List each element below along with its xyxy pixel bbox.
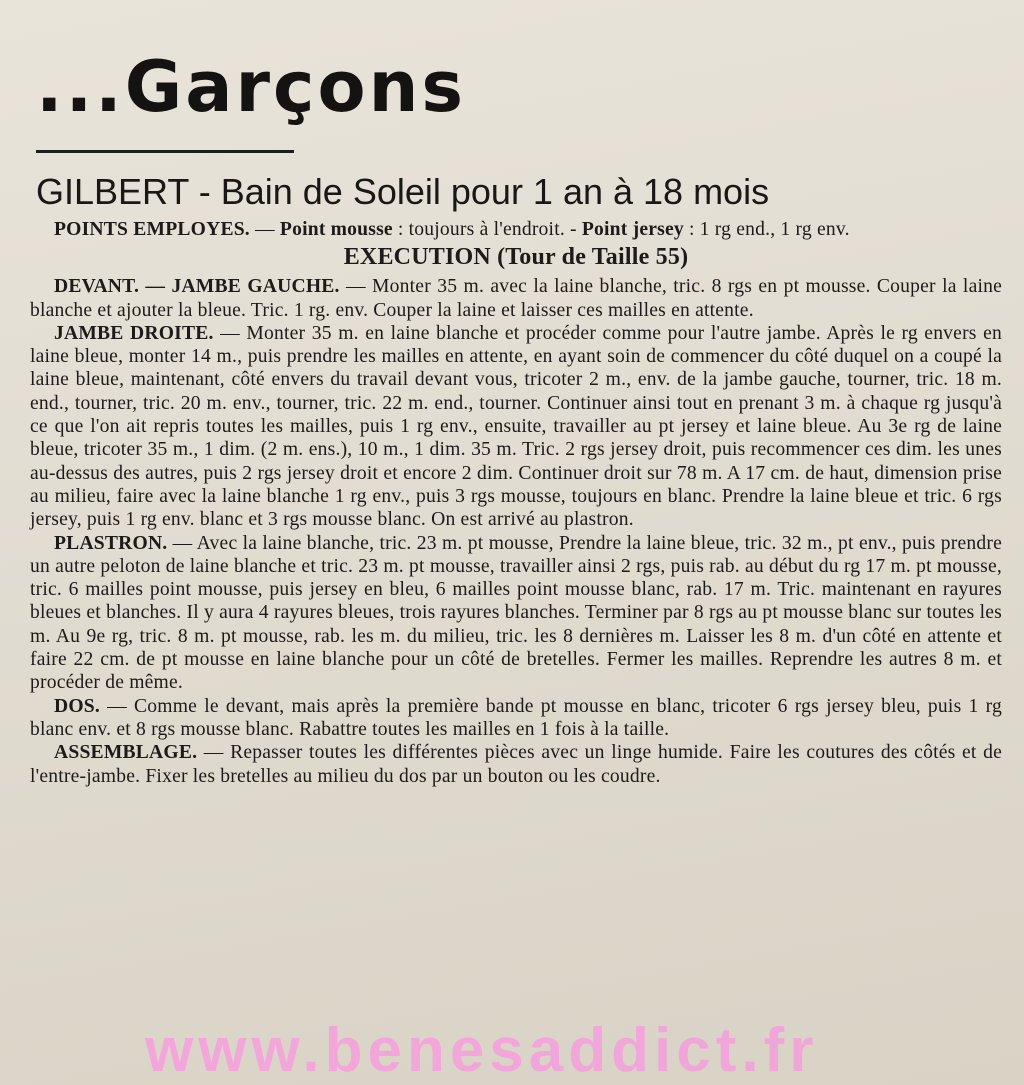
plastron-text: — Avec la laine blanche, tric. 23 m. pt mousse, Prendre la laine bleue, tric. 32 m., pt env., puis prendre un autre peloton de laine blanche et tric. 23 m. pt mousse, travailler ainsi 2 rgs, puis rab. au début du rg 17 m. pt mousse, tric. 6 mailles point mousse, puis jersey en bleu, 6 mailles point mousse blanc, rab. 17 m. Tric. maintenant en rayures bleues et blanches. Il y aura 4 rayures bleues, trois rayures blanches. Terminer par 8 rgs au pt mousse blanc sur toutes les m. Au 9e rg, tric. 8 m. pt mousse, rab. les m. du milieu, tric. les 8 dernières m. Laisser les 8 m. d'un côté en attente et faire 22 cm. de pt mousse en laine blanche pour un côté de bretelles. Fermer les mailles. Reprendre les autres 8 m. et procéder de même. <box>30 532 1002 694</box>
devant-text: — Monter 35 m. avec la laine blanche, tric. 8 rgs en pt mousse. Couper la laine blanche et ajouter la bleue. Tric. 1 rg. env. Couper la laine et laisser ces mailles en attente. <box>30 276 1002 321</box>
execution-heading: EXECUTION (Tour de Taille 55) <box>343 244 689 271</box>
devant-paragraph <box>30 275 1002 322</box>
plastron-label: PLASTRON. <box>54 532 168 554</box>
points-sep: — <box>249 219 280 240</box>
devant-label: DEVANT. — JAMBE GAUCHE. <box>54 276 340 298</box>
website-watermark: www.benesaddict.fr <box>145 1016 819 1085</box>
assemblage-paragraph <box>30 741 1002 788</box>
title-underline <box>36 150 294 153</box>
point-mousse-label: Point mousse <box>279 219 393 240</box>
points-employes-paragraph <box>30 218 1002 241</box>
assemblage-text: — Repasser toutes les différentes pièces avec un linge humide. Faire les coutures des côtés et de l'entre-jambe. Fixer les bretelles au milieu du dos par un bouton ou les coudre. <box>30 742 1002 787</box>
dos-paragraph <box>30 695 1002 742</box>
jambe-droite-paragraph <box>30 322 1002 532</box>
jambe-droite-label: JAMBE DROITE. <box>54 322 214 344</box>
plastron-paragraph <box>30 532 1002 695</box>
points-label: POINTS EMPLOYES. <box>54 219 250 240</box>
assemblage-label: ASSEMBLAGE. <box>54 742 198 764</box>
dos-text: — Comme le devant, mais après la première bande pt mousse en blanc, tricoter 6 rgs jersey bleu, puis 1 rg blanc env. et 8 rgs mousse blanc. Rabattre toutes les mailles en 1 fois à la taille. <box>30 695 1002 740</box>
dos-label: DOS. <box>54 695 100 717</box>
jambe-droite-text: — Monter 35 m. en laine blanche et procéder comme pour l'autre jambe. Après le rg envers en laine bleue, monter 14 m., puis prendre les mailles en attente, en ayant soin de commencer du côté duquel on a coupé la laine bleue, maintenant, côté envers du travail devant vous, tricoter 2 m., env. de la jambe gauche, tourner, tric. 18 m. end., tourner, tric. 20 m. env., tourner, tric. 22 m. end., tourner. Continuer ainsi tout en prenant 3 m. à chaque rg jusqu'à ce que l'on ait repris toutes les mailles, puis 1 rg env., ensuite, travailler au pt jersey et laine bleue. Au 3e rg de laine bleue, tricoter 35 m., 1 dim. (2 m. ens.), 10 m., 1 dim. 35 m. Tric. 2 rgs jersey droit, puis recommencer ces dim. les unes au-dessus des autres, puis 2 rgs jersey droit et encore 2 dim. Continuer droit sur 78 m. A 17 cm. de haut, dimension prise au milieu, faire avec la laine blanche 1 rg env., puis 3 rgs mousse, toujours en blanc. Prendre la laine bleue et tric. 6 rgs jersey, puis 1 rg env. blanc et 3 rgs mousse blanc. On est arrivé au plastron. <box>30 322 1002 531</box>
point-jersey-text: : 1 rg end., 1 rg env. <box>683 219 850 240</box>
point-mousse-text: : toujours à l'endroit. - <box>392 219 582 240</box>
page-title: ...Garçons <box>36 46 467 128</box>
instructions-body <box>30 218 1002 788</box>
pattern-subtitle: GILBERT - Bain de Soleil pour 1 an à 18 mois <box>36 171 770 212</box>
point-jersey-label: Point jersey <box>581 219 684 240</box>
